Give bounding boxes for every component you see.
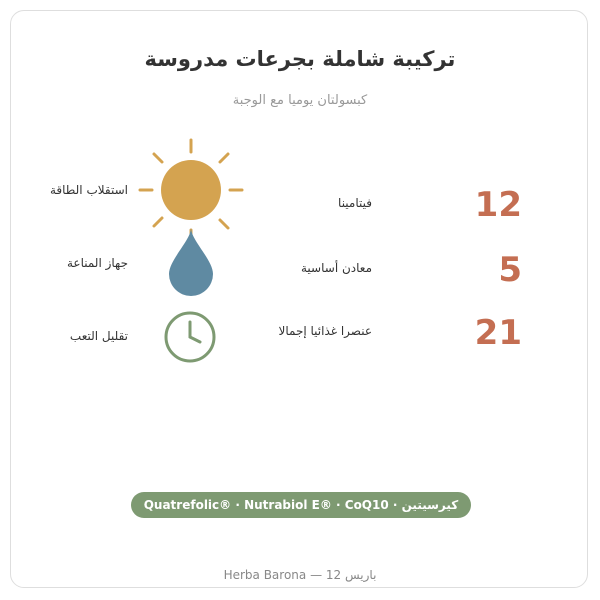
page-title: تركيبة شاملة بجرعات مدروسة xyxy=(144,47,456,71)
stat-label-minerals: معادن أساسية xyxy=(301,261,372,275)
stat-value-minerals: 5 xyxy=(498,250,522,290)
benefit-label-energy: استقلاب الطاقة xyxy=(49,183,128,197)
page-subtitle: كبسولتان يوميا مع الوجبة xyxy=(232,93,368,108)
stat-value-vitamins: 12 xyxy=(474,185,522,225)
benefit-label-immunity: جهاز المناعة xyxy=(66,256,128,270)
footer-text: Herba Barona — باريس 12 xyxy=(223,568,377,582)
stat-value-total: 21 xyxy=(474,313,522,353)
stat-label-vitamins: فيتامينا xyxy=(338,196,372,210)
ingredients-badge: Quatrefolic® · Nutrabiol E® · CoQ10 · كيرسيتين xyxy=(131,492,471,518)
benefit-label-fatigue: تقليل التعب xyxy=(69,329,128,343)
clock-icon xyxy=(163,310,217,364)
stat-label-total: عنصرا غذائيا إجمالا xyxy=(278,324,372,338)
droplet-icon xyxy=(167,226,215,298)
